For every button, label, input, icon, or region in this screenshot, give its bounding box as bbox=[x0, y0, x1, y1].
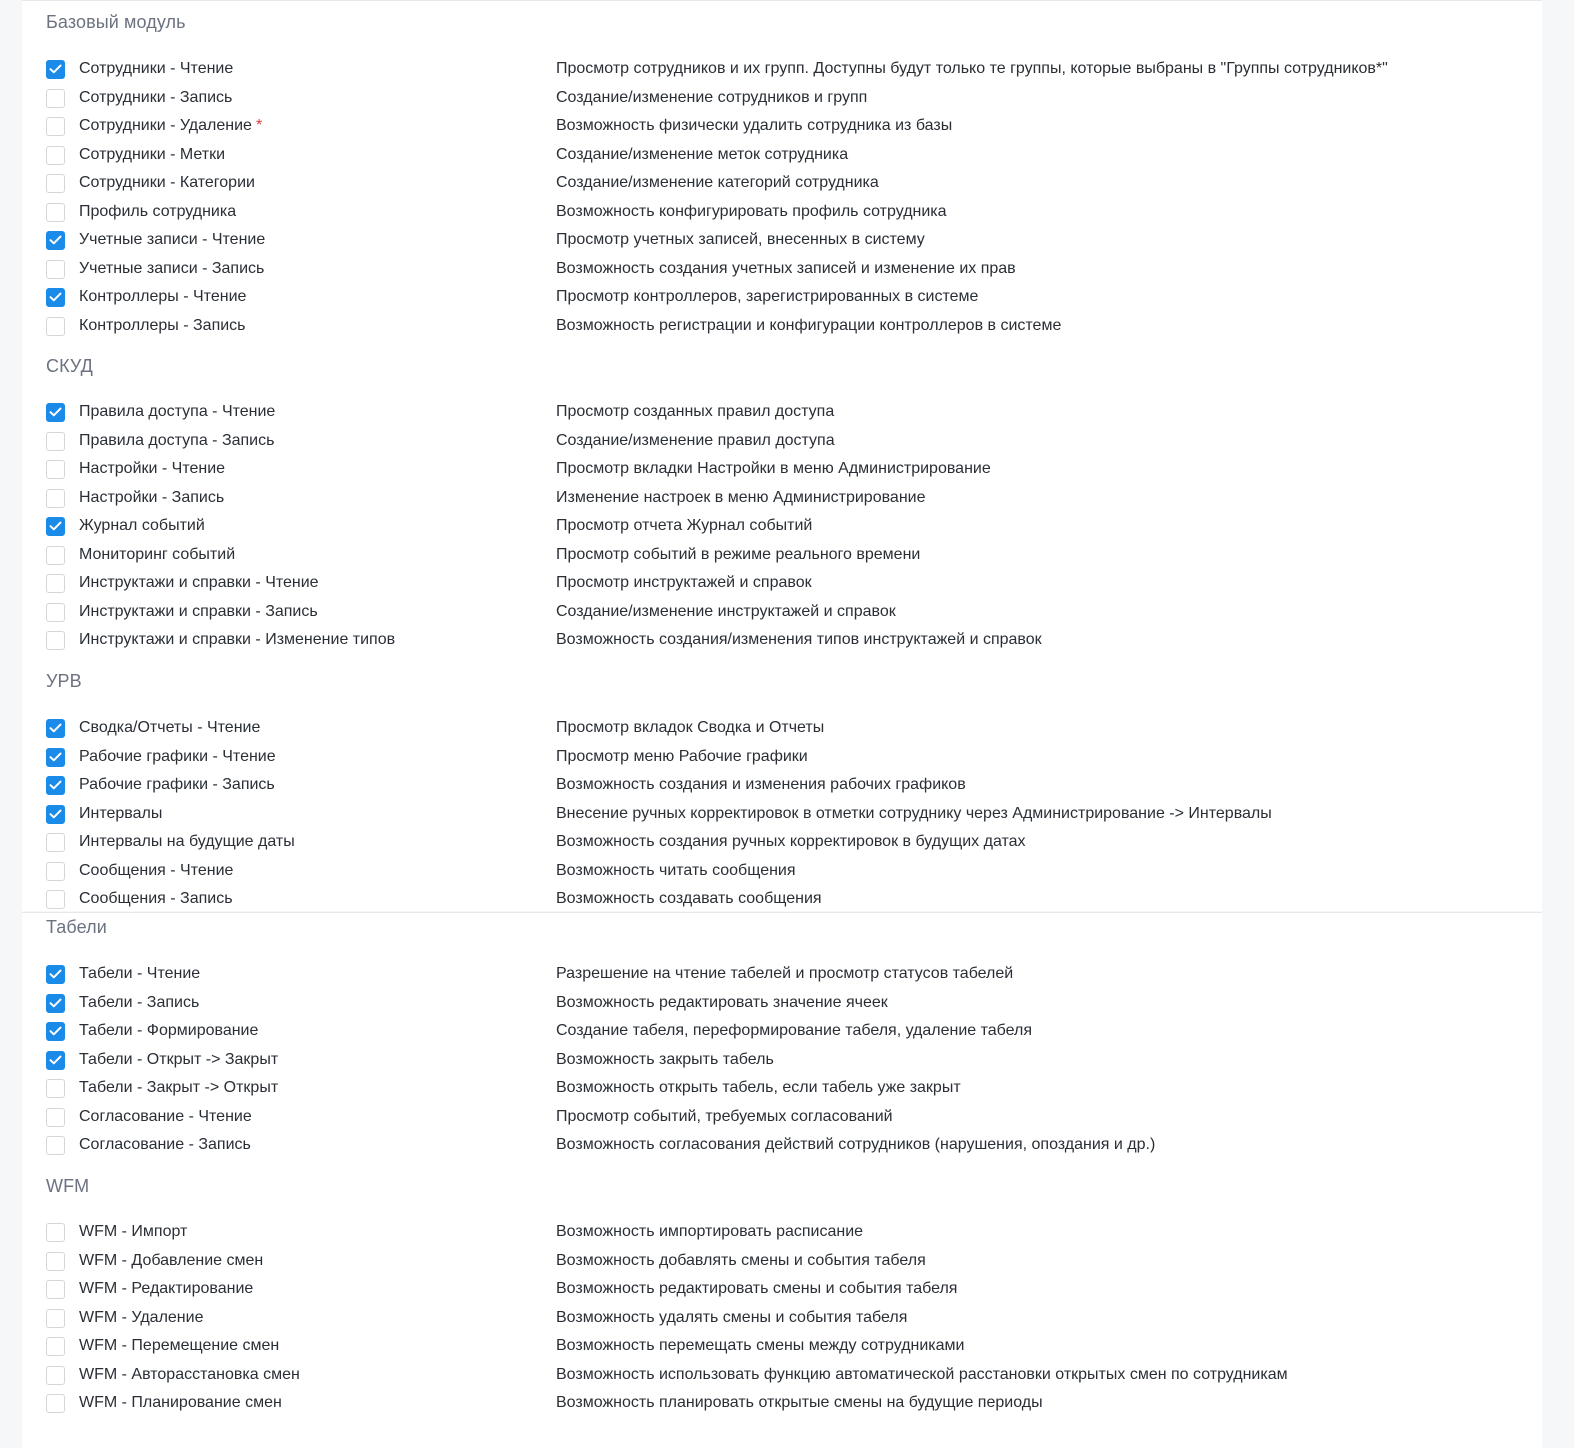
permission-description: Изменение настроек в меню Администрирование bbox=[556, 489, 926, 506]
checkmark-icon bbox=[49, 809, 62, 819]
permission-label-text: Сотрудники - Удаление bbox=[79, 117, 252, 134]
permission-label[interactable] bbox=[79, 288, 246, 306]
permission-checkbox[interactable] bbox=[46, 403, 65, 422]
permission-checkbox[interactable] bbox=[46, 60, 65, 79]
permission-checkbox[interactable] bbox=[46, 994, 65, 1013]
permission-description: Возможность импортировать расписание bbox=[556, 1223, 864, 1240]
permission-checkbox[interactable] bbox=[46, 517, 65, 536]
required-asterisk: * bbox=[255, 117, 263, 134]
permission-label-text: Табели - Запись bbox=[79, 994, 200, 1011]
checkmark-icon bbox=[49, 292, 62, 302]
permission-description: Возможность создания/изменения типов инструктажей и справок bbox=[556, 631, 1042, 648]
permission-description: Возможность согласования действий сотрудников (нарушения, опоздания и др.) bbox=[556, 1136, 1156, 1153]
permission-row bbox=[44, 1391, 1524, 1415]
permission-checkbox[interactable] bbox=[46, 288, 65, 307]
permission-description: Создание/изменение инструктажей и справок bbox=[556, 603, 896, 620]
permission-description: Создание/изменение категорий сотрудника bbox=[556, 174, 879, 191]
permission-description: Создание/изменение сотрудников и групп bbox=[556, 89, 868, 106]
permission-checkbox[interactable] bbox=[46, 203, 65, 222]
permission-row bbox=[44, 802, 1524, 826]
permission-checkbox[interactable] bbox=[46, 117, 65, 136]
permission-checkbox[interactable] bbox=[46, 1280, 65, 1299]
permission-label-text: Сводка/Отчеты - Чтение bbox=[79, 719, 261, 736]
permission-row bbox=[44, 514, 1524, 538]
permission-label-text: Рабочие графики - Запись bbox=[79, 776, 275, 793]
permission-label[interactable] bbox=[79, 862, 233, 880]
permission-row bbox=[44, 543, 1524, 567]
permission-checkbox[interactable] bbox=[46, 603, 65, 622]
permission-row bbox=[44, 143, 1524, 167]
permission-label[interactable] bbox=[79, 1309, 203, 1327]
permission-row bbox=[44, 314, 1524, 338]
permission-checkbox[interactable] bbox=[46, 1136, 65, 1155]
permission-row bbox=[44, 86, 1524, 110]
permission-description: Возможность читать сообщения bbox=[556, 862, 796, 879]
permission-checkbox[interactable] bbox=[46, 776, 65, 795]
permission-label[interactable] bbox=[79, 1394, 282, 1412]
permission-label[interactable] bbox=[79, 748, 276, 766]
checkmark-icon bbox=[49, 521, 62, 531]
permission-row bbox=[44, 571, 1524, 595]
permission-label[interactable] bbox=[79, 203, 236, 221]
permission-label[interactable] bbox=[79, 317, 246, 335]
permission-description: Создание/изменение правил доступа bbox=[556, 432, 835, 449]
permission-label-text: Профиль сотрудника bbox=[79, 203, 237, 220]
permission-label-text: Табели - Чтение bbox=[79, 965, 201, 982]
permission-label-text: Табели - Открыт -> Закрыт bbox=[79, 1051, 279, 1068]
permission-description: Просмотр меню Рабочие графики bbox=[556, 748, 808, 765]
permission-description: Внесение ручных корректировок в отметки сотруднику через Администрирование -> Интервалы bbox=[556, 805, 1272, 822]
permission-label-text: Контроллеры - Запись bbox=[79, 317, 246, 334]
permission-row bbox=[44, 200, 1524, 224]
permission-checkbox[interactable] bbox=[46, 965, 65, 984]
permission-label[interactable] bbox=[79, 719, 260, 737]
permission-row bbox=[44, 628, 1524, 652]
checkmark-icon bbox=[49, 780, 62, 790]
permission-checkbox[interactable] bbox=[46, 260, 65, 279]
permission-checkbox[interactable] bbox=[46, 719, 65, 738]
permission-checkbox[interactable] bbox=[46, 1366, 65, 1385]
permission-description: Возможность добавлять смены и события табеля bbox=[556, 1252, 926, 1269]
permission-label-text: Настройки - Чтение bbox=[79, 460, 226, 477]
permission-label[interactable] bbox=[79, 1223, 187, 1241]
permission-label-text: Учетные записи - Чтение bbox=[79, 231, 266, 248]
permission-row bbox=[44, 716, 1524, 740]
permission-label[interactable] bbox=[79, 403, 275, 421]
permission-checkbox[interactable] bbox=[46, 1394, 65, 1413]
permission-label[interactable] bbox=[79, 805, 162, 823]
permission-row bbox=[44, 1133, 1524, 1157]
permission-row bbox=[44, 859, 1524, 883]
permission-label[interactable] bbox=[79, 833, 295, 851]
permission-label[interactable] bbox=[79, 631, 395, 649]
permission-label[interactable] bbox=[79, 1136, 251, 1154]
permission-checkbox[interactable] bbox=[46, 231, 65, 250]
permission-label-text: Мониторинг событий bbox=[79, 546, 236, 563]
permission-label[interactable] bbox=[79, 231, 265, 249]
permission-label[interactable] bbox=[79, 1051, 278, 1069]
permission-label-text: WFM - Авторасстановка смен bbox=[79, 1366, 300, 1383]
permission-label-text: Инструктажи и справки - Изменение типов bbox=[79, 631, 396, 648]
permission-row bbox=[44, 773, 1524, 797]
permission-row bbox=[44, 1306, 1524, 1330]
permission-row bbox=[44, 114, 1524, 138]
permission-description: Просмотр вкладок Сводка и Отчеты bbox=[556, 719, 825, 736]
permission-row bbox=[44, 285, 1524, 309]
permission-description: Просмотр событий в режиме реального времени bbox=[556, 546, 921, 563]
permission-label-text: Учетные записи - Запись bbox=[79, 260, 265, 277]
permission-label-text: WFM - Добавление смен bbox=[79, 1252, 264, 1269]
permission-label[interactable] bbox=[79, 174, 255, 192]
permission-description: Возможность редактировать смены и события табеля bbox=[556, 1280, 958, 1297]
permission-checkbox[interactable] bbox=[46, 805, 65, 824]
permission-checkbox[interactable] bbox=[46, 432, 65, 451]
permission-description: Просмотр отчета Журнал событий bbox=[556, 517, 813, 534]
permission-row bbox=[44, 1048, 1524, 1072]
permission-checkbox[interactable] bbox=[46, 862, 65, 881]
permission-label-text: Инструктажи и справки - Запись bbox=[79, 603, 318, 620]
permission-label-text: Настройки - Запись bbox=[79, 489, 225, 506]
permission-row bbox=[44, 1363, 1524, 1387]
permission-description: Возможность открыть табель, если табель уже закрыт bbox=[556, 1079, 961, 1096]
permission-description: Возможность физически удалить сотрудника из базы bbox=[556, 117, 953, 134]
permission-description: Возможность перемещать смены между сотрудниками bbox=[556, 1337, 965, 1354]
permission-row bbox=[44, 1019, 1524, 1043]
checkmark-icon bbox=[49, 969, 62, 979]
permission-description: Возможность регистрации и конфигурации контроллеров в системе bbox=[556, 317, 1062, 334]
permission-row bbox=[44, 830, 1524, 854]
permission-checkbox[interactable] bbox=[46, 489, 65, 508]
permission-label-text: Сотрудники - Чтение bbox=[79, 60, 234, 77]
permission-checkbox[interactable] bbox=[46, 1223, 65, 1242]
permission-label-text: WFM - Импорт bbox=[79, 1223, 188, 1240]
permission-label[interactable] bbox=[79, 117, 262, 135]
permission-description: Возможность удалять смены и события табеля bbox=[556, 1309, 908, 1326]
permission-label-text: WFM - Редактирование bbox=[79, 1280, 254, 1297]
permission-label[interactable] bbox=[79, 1366, 300, 1384]
permission-checkbox[interactable] bbox=[46, 890, 65, 909]
permission-checkbox[interactable] bbox=[46, 89, 65, 108]
permission-label-text: Журнал событий bbox=[79, 517, 205, 534]
permission-row bbox=[44, 1220, 1524, 1244]
permission-description: Создание/изменение меток сотрудника bbox=[556, 146, 849, 163]
section-title: УРВ bbox=[46, 671, 82, 691]
permission-row bbox=[44, 486, 1524, 510]
permission-checkbox[interactable] bbox=[46, 1108, 65, 1127]
permission-label[interactable] bbox=[79, 965, 200, 983]
permission-label[interactable] bbox=[79, 1337, 279, 1355]
permission-row bbox=[44, 228, 1524, 252]
permission-label[interactable] bbox=[79, 1022, 258, 1040]
permission-row bbox=[44, 1076, 1524, 1100]
permission-description: Разрешение на чтение табелей и просмотр статусов табелей bbox=[556, 965, 1014, 982]
permission-checkbox[interactable] bbox=[46, 317, 65, 336]
permission-checkbox[interactable] bbox=[46, 1252, 65, 1271]
permission-label-text: Сообщения - Чтение bbox=[79, 862, 234, 879]
permission-label-text: Табели - Закрыт -> Открыт bbox=[79, 1079, 279, 1096]
permission-label-text: Правила доступа - Запись bbox=[79, 432, 275, 449]
permission-label-text: Согласование - Чтение bbox=[79, 1108, 252, 1125]
permission-description: Возможность создания учетных записей и изменение их прав bbox=[556, 260, 1016, 277]
checkmark-icon bbox=[49, 1055, 62, 1065]
permission-checkbox[interactable] bbox=[46, 1022, 65, 1041]
section-title: Табели bbox=[46, 917, 107, 937]
permission-label-text: Интервалы на будущие даты bbox=[79, 833, 295, 850]
permission-description: Возможность создания и изменения рабочих графиков bbox=[556, 776, 966, 793]
permission-row bbox=[44, 400, 1524, 424]
section-title: WFM bbox=[46, 1176, 90, 1196]
permission-description: Создание табеля, переформирование табеля, удаление табеля bbox=[556, 1022, 1033, 1039]
permission-label[interactable] bbox=[79, 603, 318, 621]
permission-label-text: Контроллеры - Чтение bbox=[79, 288, 247, 305]
permission-label[interactable] bbox=[79, 574, 319, 592]
permission-description: Возможность создавать сообщения bbox=[556, 890, 822, 907]
permission-row bbox=[44, 171, 1524, 195]
permission-label[interactable] bbox=[79, 1252, 263, 1270]
permission-label[interactable] bbox=[79, 994, 199, 1012]
permission-description: Просмотр сотрудников и их групп. Доступны будут только те группы, которые выбраны в "Группы сотрудников*" bbox=[556, 60, 1388, 77]
permission-label[interactable] bbox=[79, 1079, 278, 1097]
permission-row bbox=[44, 1105, 1524, 1129]
permission-row bbox=[44, 991, 1524, 1015]
checkmark-icon bbox=[49, 723, 62, 733]
permission-checkbox[interactable] bbox=[46, 833, 65, 852]
checkmark-icon bbox=[49, 1026, 62, 1036]
permission-row bbox=[44, 962, 1524, 986]
permission-description: Возможность конфигурировать профиль сотрудника bbox=[556, 203, 947, 220]
permission-checkbox[interactable] bbox=[46, 1051, 65, 1070]
permission-description: Возможность использовать функцию автоматической расстановки открытых смен по сотрудникам bbox=[556, 1366, 1288, 1383]
permission-checkbox[interactable] bbox=[46, 546, 65, 565]
permission-row bbox=[44, 429, 1524, 453]
permission-label[interactable] bbox=[79, 146, 225, 164]
permission-label[interactable] bbox=[79, 1108, 252, 1126]
permission-label-text: WFM - Планирование смен bbox=[79, 1394, 282, 1411]
permission-label-text: Сотрудники - Категории bbox=[79, 174, 255, 191]
permission-row bbox=[44, 257, 1524, 281]
permission-description: Возможность редактировать значение ячеек bbox=[556, 994, 888, 1011]
permission-description: Возможность закрыть табель bbox=[556, 1051, 774, 1068]
permission-label[interactable] bbox=[79, 1280, 253, 1298]
permission-label[interactable] bbox=[79, 546, 235, 564]
permission-description: Просмотр созданных правил доступа bbox=[556, 403, 835, 420]
permission-row bbox=[44, 1334, 1524, 1358]
permission-label[interactable] bbox=[79, 890, 233, 908]
permission-checkbox[interactable] bbox=[46, 1309, 65, 1328]
permission-label-text: Сообщения - Запись bbox=[79, 890, 233, 907]
permission-label[interactable] bbox=[79, 260, 264, 278]
permission-row bbox=[44, 600, 1524, 624]
permission-row bbox=[44, 457, 1524, 481]
section-title: Базовый модуль bbox=[46, 12, 186, 32]
permission-label[interactable] bbox=[79, 517, 205, 535]
permission-label-text: Рабочие графики - Чтение bbox=[79, 748, 276, 765]
permission-description: Возможность создания ручных корректировок в будущих датах bbox=[556, 833, 1026, 850]
permission-description: Просмотр учетных записей, внесенных в систему bbox=[556, 231, 925, 248]
permission-label-text: WFM - Перемещение смен bbox=[79, 1337, 280, 1354]
permission-label[interactable] bbox=[79, 432, 274, 450]
checkmark-icon bbox=[49, 998, 62, 1008]
permission-label-text: Правила доступа - Чтение bbox=[79, 403, 276, 420]
permission-checkbox[interactable] bbox=[46, 1079, 65, 1098]
permission-checkbox[interactable] bbox=[46, 174, 65, 193]
permission-description: Просмотр событий, требуемых согласований bbox=[556, 1108, 893, 1125]
permission-label-text: Табели - Формирование bbox=[79, 1022, 259, 1039]
permission-label-text: Согласование - Запись bbox=[79, 1136, 251, 1153]
permission-label-text: Инструктажи и справки - Чтение bbox=[79, 574, 319, 591]
permission-description: Просмотр контроллеров, зарегистрированных в системе bbox=[556, 288, 979, 305]
checkmark-icon bbox=[49, 407, 62, 417]
permission-label-text: Сотрудники - Метки bbox=[79, 146, 226, 163]
permission-label-text: WFM - Удаление bbox=[79, 1309, 204, 1326]
permission-label[interactable] bbox=[79, 60, 233, 78]
permission-row bbox=[44, 887, 1524, 911]
permission-description: Просмотр инструктажей и справок bbox=[556, 574, 812, 591]
permission-checkbox[interactable] bbox=[46, 574, 65, 593]
permission-label[interactable] bbox=[79, 460, 225, 478]
permission-checkbox[interactable] bbox=[46, 748, 65, 767]
checkmark-icon bbox=[49, 64, 62, 74]
permission-checkbox[interactable] bbox=[46, 631, 65, 650]
permission-label[interactable] bbox=[79, 776, 275, 794]
permission-checkbox[interactable] bbox=[46, 460, 65, 479]
permission-row bbox=[44, 1277, 1524, 1301]
permission-checkbox[interactable] bbox=[46, 146, 65, 165]
permission-description: Просмотр вкладки Настройки в меню Администрирование bbox=[556, 460, 991, 477]
permission-label[interactable] bbox=[79, 489, 224, 507]
permission-label[interactable] bbox=[79, 89, 232, 107]
permission-row bbox=[44, 1249, 1524, 1273]
section-title: СКУД bbox=[46, 356, 93, 376]
checkmark-icon bbox=[49, 235, 62, 245]
checkmark-icon bbox=[49, 752, 62, 762]
permission-row bbox=[44, 745, 1524, 769]
permission-row bbox=[44, 57, 1524, 81]
permission-checkbox[interactable] bbox=[46, 1337, 65, 1356]
permission-description: Возможность планировать открытые смены на будущие периоды bbox=[556, 1394, 1043, 1411]
permission-label-text: Интервалы bbox=[79, 805, 163, 822]
permission-label-text: Сотрудники - Запись bbox=[79, 89, 233, 106]
